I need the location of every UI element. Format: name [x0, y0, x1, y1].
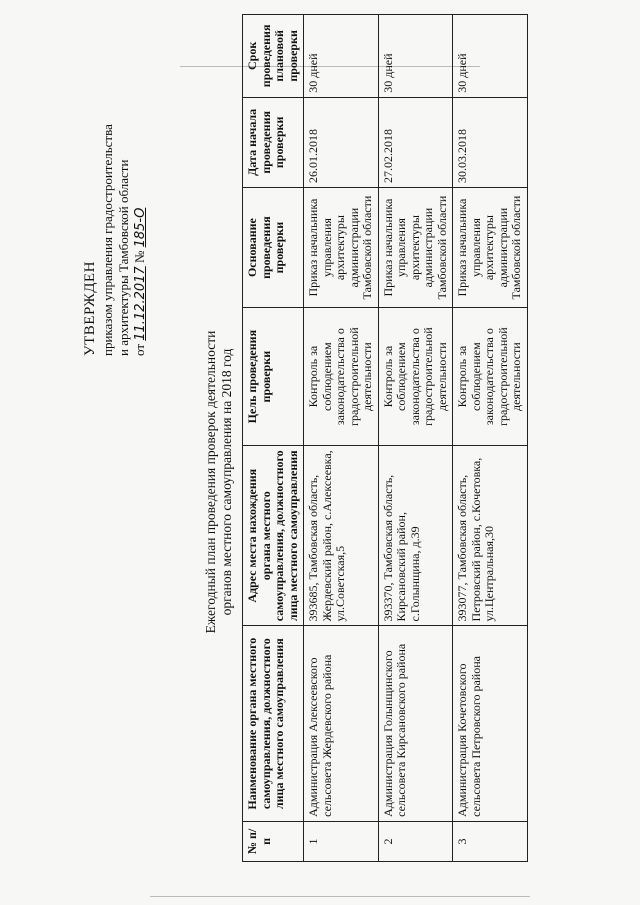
row-duration: 30 дней: [453, 15, 528, 98]
approval-date-prefix: от: [132, 343, 147, 356]
row-purpose: Контроль за соблюдением законодательства о градостроительной деятельности: [304, 308, 379, 446]
title-line-1: Ежегодный план проведения проверок деятельности: [203, 330, 218, 634]
row-basis: Приказ начальника управления архитектуры администрации Тамбовской области: [378, 187, 453, 307]
approval-number-prefix: №: [132, 250, 147, 264]
row-duration: 30 дней: [378, 15, 453, 98]
table-row: [453, 15, 528, 862]
approval-number: 185-О: [133, 207, 148, 248]
row-address: 393077, Тамбовская область, Петровский район, с.Кочетовка, ул.Центральная,30: [453, 446, 528, 626]
row-address: 393685, Тамбовская область, Жердевский район, с.Алексеевка, ул.Советская,5: [304, 446, 379, 626]
table-header-row: [243, 15, 304, 862]
header-duration: Срок проведения плановой проверки: [243, 15, 304, 98]
scan-artifact-bottom: [150, 896, 530, 897]
row-basis: Приказ начальника управления архитектуры администрации Тамбовской области: [453, 187, 528, 307]
approval-date-line: [132, 26, 149, 356]
row-organ-name: Администрация Кочетовского сельсовета Петровского района: [453, 626, 528, 821]
header-basis: Основание проведения проверки: [243, 187, 304, 307]
row-purpose: Контроль за соблюдением законодательства о градостроительной деятельности: [378, 308, 453, 446]
approval-line-2: и архитектуры Тамбовской области: [116, 159, 131, 356]
inspection-plan-table: [242, 14, 528, 862]
table-row: [304, 15, 379, 862]
row-start-date: 26.01.2018: [304, 97, 379, 187]
row-number: 2: [378, 821, 453, 861]
header-purpose: Цель проведения проверки: [243, 308, 304, 446]
title-line-2: органов местного самоуправления на 2018 год: [219, 348, 234, 616]
header-number: № п/п: [243, 821, 304, 861]
row-start-date: 27.02.2018: [378, 97, 453, 187]
row-purpose: Контроль за соблюдением законодательства о градостроительной деятельности: [453, 308, 528, 446]
header-start-date: Дата начала проведения проверки: [243, 97, 304, 187]
header-address: Адрес места нахождения органа местного самоуправления, должностного лица местного самоуправления: [243, 446, 304, 626]
rotated-document: [20, 12, 620, 892]
row-basis: Приказ начальника управления архитектуры администрации Тамбовской области: [304, 187, 379, 307]
approval-date: 11.12.2017: [133, 266, 148, 341]
row-number: 3: [453, 821, 528, 861]
row-organ-name: Администрация Голынщинского сельсовета Кирсановского района: [378, 626, 453, 821]
row-organ-name: Администрация Алексеевского сельсовета Жердевского района: [304, 626, 379, 821]
row-start-date: 30.03.2018: [453, 97, 528, 187]
approval-block: [82, 26, 149, 356]
approval-heading: УТВЕРЖДЕН: [82, 261, 98, 356]
header-organ-name: Наименование органа местного самоуправления, должностного лица местного самоуправления: [243, 626, 304, 821]
table-row: [378, 15, 453, 862]
approval-line-1: приказом управления градостроительства: [100, 124, 115, 356]
row-address: 393370, Тамбовская область, Кирсановский район, с.Голынщина, д.39: [378, 446, 453, 626]
document-title: [203, 272, 235, 692]
row-number: 1: [304, 821, 379, 861]
row-duration: 30 дней: [304, 15, 379, 98]
